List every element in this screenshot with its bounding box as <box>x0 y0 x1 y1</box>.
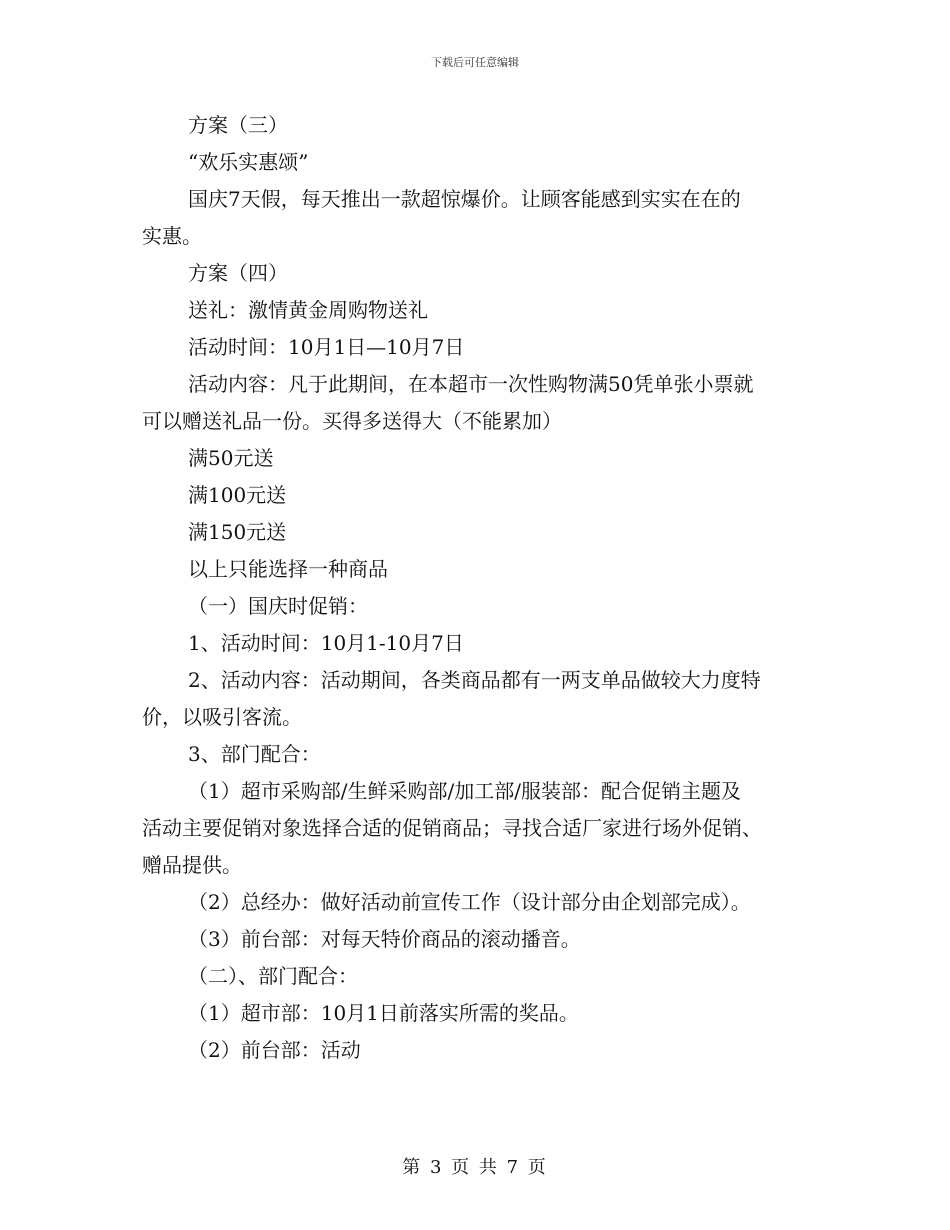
paragraph-line: （1）超市采购部/生鲜采购部/加工部/服装部：配合促销主题及 <box>188 779 741 803</box>
scheme-four-title: 方案（四） <box>188 261 288 285</box>
paragraph-line: 满50元送 <box>188 446 274 470</box>
page-header-note: 下载后可任意编辑 <box>431 56 519 69</box>
paragraph-line: （1）超市部：10月1日前落实所需的奖品。 <box>188 1001 579 1025</box>
paragraph-line: 满150元送 <box>188 520 287 544</box>
paragraph-line: 3、部门配合： <box>188 742 321 766</box>
paragraph-line: 活动主要促销对象选择合适的促销商品；寻找合适厂家进行场外促销、 <box>142 816 762 840</box>
section-heading: （二）、部门配合： <box>188 964 358 988</box>
paragraph-line: 赠品提供。 <box>142 853 242 877</box>
paragraph-line: 可以赠送礼品一份。买得多送得大（不能累加） <box>142 409 562 433</box>
scheme-three-title: 方案（三） <box>188 113 288 137</box>
document-body <box>142 107 810 1069</box>
paragraph-line: 价，以吸引客流。 <box>142 705 302 729</box>
paragraph-line: 2、活动内容：活动期间，各类商品都有一两支单品做较大力度特 <box>188 668 761 692</box>
paragraph-line: 以上只能选择一种商品 <box>188 557 388 581</box>
paragraph-line: 活动内容：凡于此期间，在本超市一次性购物满50凭单张小票就 <box>188 372 754 396</box>
scheme-three-slogan: “欢乐实惠颂” <box>188 150 309 174</box>
paragraph-line: 送礼：激情黄金周购物送礼 <box>188 298 428 322</box>
paragraph-line: （3）前台部：对每天特价商品的滚动播音。 <box>188 927 581 951</box>
paragraph-line: （2）总经办：做好活动前宣传工作（设计部分由企划部完成）。 <box>188 890 751 914</box>
paragraph-line: 1、活动时间：10月1-10月7日 <box>188 631 464 655</box>
paragraph-line: （2）前台部：活动 <box>188 1038 361 1062</box>
page-number: 第 3 页 共 7 页 <box>402 1157 548 1178</box>
paragraph-line: 国庆7天假，每天推出一款超惊爆价。让顾客能感到实实在在的 <box>188 187 741 211</box>
paragraph-line: 实惠。 <box>142 224 202 248</box>
paragraph-line: 活动时间：10月1日—10月7日 <box>188 335 465 359</box>
section-heading: （一）国庆时促销： <box>188 594 368 618</box>
paragraph-line: 满100元送 <box>188 483 287 507</box>
